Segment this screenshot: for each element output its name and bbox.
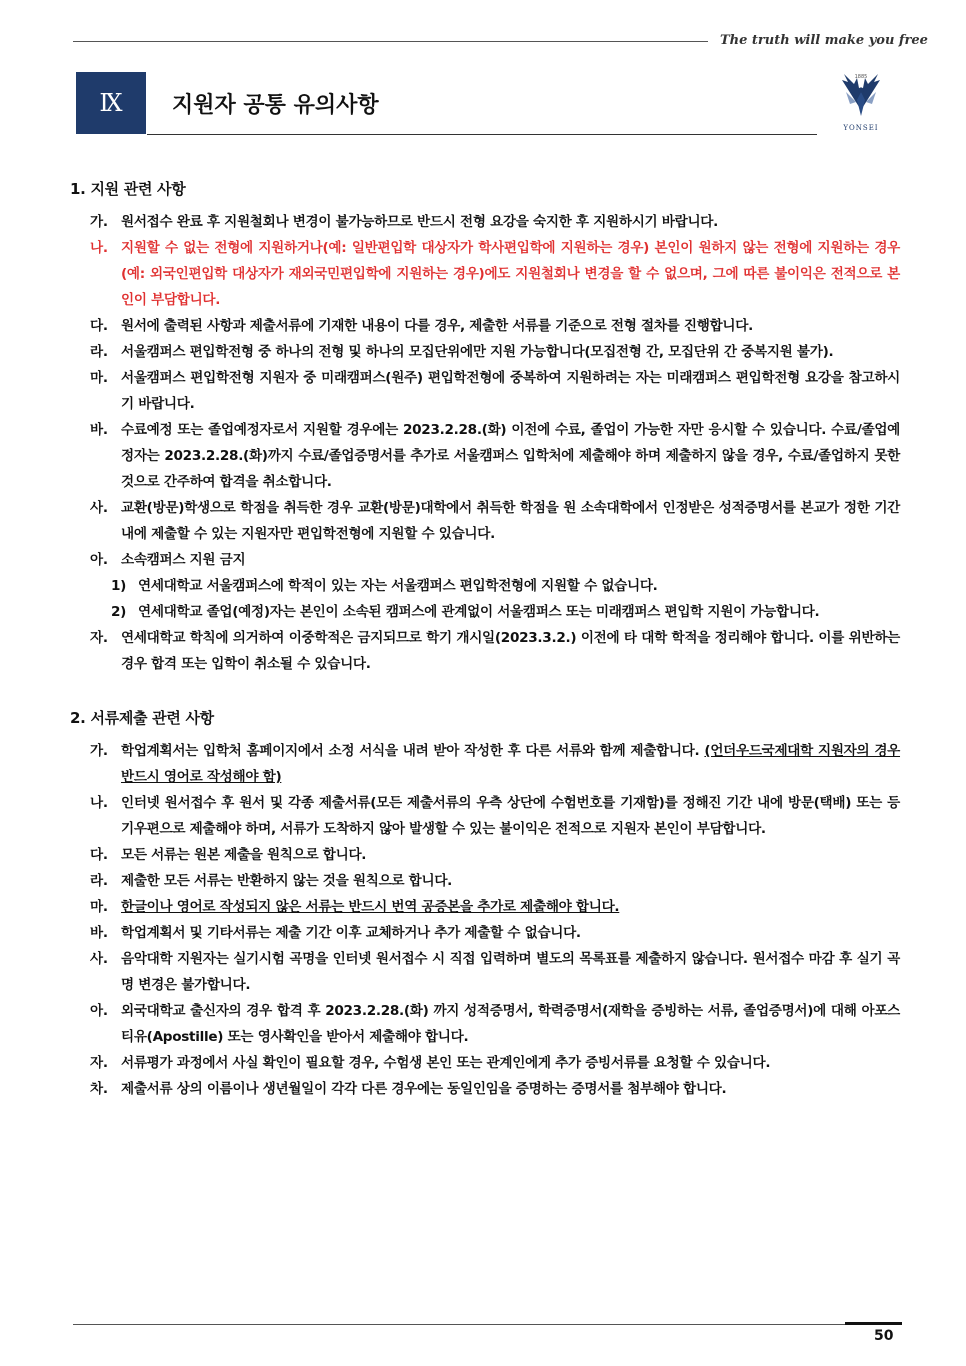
header-motto: The truth will make you free: [720, 33, 928, 48]
sub-list-item: 2) 연세대학교 졸업(예정)자는 본인이 소속된 캠퍼스에 관계없이 서울캠퍼스 또는 미래캠퍼스 편입학 지원이 가능합니다.: [111, 604, 820, 620]
document-body: [70, 178, 910, 1102]
header-rule: [73, 41, 708, 42]
section-title: 2. 서류제출 관련 사항: [70, 709, 214, 727]
list-item: 사. 음악대학 지원자는 실기시험 곡명을 인터넷 원서접수 시 직접 입력하며 별도의 목록표를 제출하지 않습니다. 원서접수 마감 후 실기 곡명 변경은 불가합니다.: [90, 951, 900, 993]
list-item: 다. 원서에 출력된 사항과 제출서류에 기재한 내용이 다를 경우, 제출한 서류를 기준으로 전형 절차를 진행합니다.: [90, 318, 753, 334]
footer-rule: [73, 1324, 845, 1325]
title-rule: [147, 134, 817, 135]
logo-year: 1885: [854, 74, 868, 80]
list-item: 마. 서울캠퍼스 편입학전형 지원자 중 미래캠퍼스(원주) 편입학전형에 중복하여 지원하려는 자는 미래캠퍼스 편입학전형 요강을 참고하시기 바랍니다.: [90, 370, 900, 412]
list-item: 아. 외국대학교 출신자의 경우 합격 후 2023.2.28.(화) 까지 성적증명서, 학력증명서(재학을 증빙하는 서류, 졸업증명서)에 대해 아포스티유(Apostille) 또는 영사확인을 받아서 제출해야 합니다.: [90, 1003, 900, 1045]
list-item: 라. 제출한 모든 서류는 반환하지 않는 것을 원칙으로 합니다.: [90, 873, 453, 889]
list-item: 마. 한글이나 영어로 작성되지 않은 서류는 반드시 번역 공증본을 추가로 제출해야 합니다.: [90, 899, 620, 915]
logo-text: YONSEI: [843, 124, 879, 132]
footer-accent-bar: [845, 1322, 902, 1325]
list-item: 가. 학업계획서는 입학처 홈페이지에서 소정 서식을 내려 받아 작성한 후 다른 서류와 함께 제출합니다. (언더우드국제대학 지원자의 경우 반드시 영어로 작성해야 함): [90, 743, 901, 785]
list-item: 바. 학업계획서 및 기타서류는 제출 기간 이후 교체하거나 추가 제출할 수 없습니다.: [90, 925, 581, 941]
list-item: 라. 서울캠퍼스 편입학전형 중 하나의 전형 및 하나의 모집단위에만 지원 가능합니다(모집전형 간, 모집단위 간 중복지원 불가).: [90, 344, 834, 360]
list-item: 사. 교환(방문)학생으로 학점을 취득한 경우 교환(방문)대학에서 취득한 학점을 원 소속대학에서 인정받은 성적증명서를 본교가 정한 기간 내에 제출할 수 있는 지원자만 편입학전형에 지원할 수 있습니다.: [90, 500, 900, 542]
list-item: 자. 연세대학교 학칙에 의거하여 이중학적은 금지되므로 학기 개시일(2023.3.2.) 이전에 타 대학 학적을 정리해야 합니다. 이를 위반하는 경우 합격 또는 입학이 취소될 수 있습니다.: [90, 630, 900, 672]
yonsei-eagle-logo: [830, 70, 892, 134]
list-item: 나. 인터넷 원서접수 후 원서 및 각종 제출서류(모든 제출서류의 우측 상단에 수험번호를 기재함)를 정해진 기간 내에 방문(택배) 또는 등기우편으로 제출해야 하며, 서류가 도착하지 않아 발생할 수 있는 불이익은 전적으로 지원자 본인이 부담합니다.: [90, 795, 900, 837]
list-item: 차. 제출서류 상의 이름이나 생년월일이 각각 다른 경우에는 동일인임을 증명하는 증명서를 첨부해야 합니다.: [90, 1081, 727, 1097]
chapter-number-box: Ⅸ: [76, 72, 146, 134]
sub-list-item: 1) 연세대학교 서울캠퍼스에 학적이 있는 자는 서울캠퍼스 편입학전형에 지원할 수 없습니다.: [111, 578, 658, 594]
list-item-warning: 나. 지원할 수 없는 전형에 지원하거나(예: 일반편입학 대상자가 학사편입학에 지원하는 경우) 본인이 원하지 않는 전형에 지원하는 경우(예: 외국인편입학 대상자가 재외국민편입학에 지원하는 경우)에도 지원철회나 변경을 할 수 없으며, 그에 따른 불이익은 전적으로 본인이 부담합니다.: [90, 240, 900, 308]
list-item: 가. 원서접수 완료 후 지원철회나 변경이 불가능하므로 반드시 전형 요강을 숙지한 후 지원하시기 바랍니다.: [90, 214, 718, 230]
section-title: 1. 지원 관련 사항: [70, 180, 186, 198]
page-title: 지원자 공통 유의사항: [172, 93, 379, 118]
list-item: 아. 소속캠퍼스 지원 금지: [90, 552, 246, 568]
list-item: 자. 서류평가 과정에서 사실 확인이 필요할 경우, 수험생 본인 또는 관계인에게 추가 증빙서류를 요청할 수 있습니다.: [90, 1055, 771, 1071]
list-item: 다. 모든 서류는 원본 제출을 원칙으로 합니다.: [90, 847, 367, 863]
page-number: 50: [874, 1328, 894, 1344]
list-item: 바. 수료예정 또는 졸업예정자로서 지원할 경우에는 2023.2.28.(화) 이전에 수료, 졸업이 가능한 자만 응시할 수 있습니다. 수료/졸업예정자는 2023.2.28.(화)까지 수료/졸업증명서를 추가로 서울캠퍼스 입학처에 제출해야 하며 제출하지 않을 경우, 수료/졸업하지 못한 것으로 간주하여 합격을 취소합니다.: [90, 422, 900, 490]
